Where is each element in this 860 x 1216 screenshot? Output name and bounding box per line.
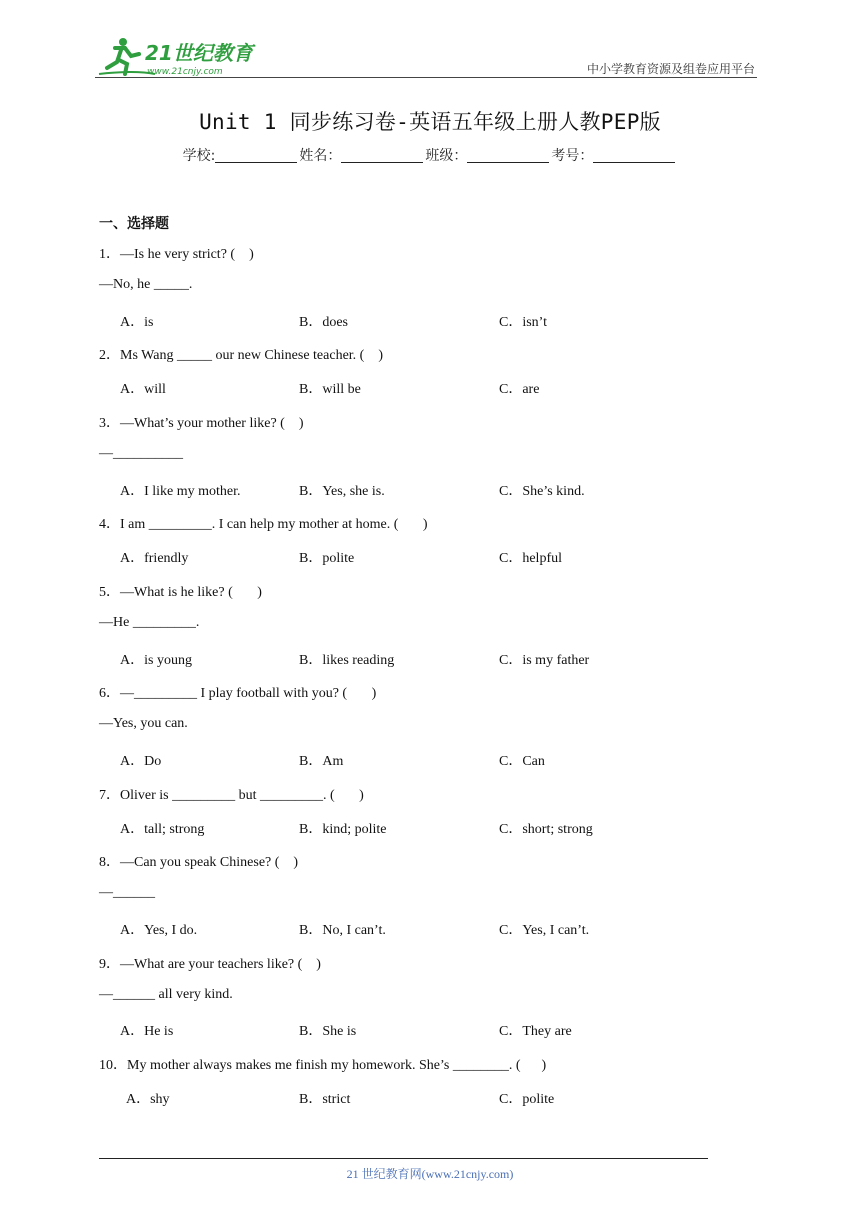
answer-option-b[interactable]: B．Yes, she is. [299, 483, 385, 499]
name-field[interactable] [341, 148, 423, 163]
answer-option-b[interactable]: B．She is [299, 1024, 357, 1040]
question-stem: 1．—Is he very strict? ( ) [99, 247, 254, 262]
answer-option-b[interactable]: B．kind; polite [299, 821, 387, 837]
footer-link[interactable]: 21 世纪教育网(www.21cnjy.com) [346, 1167, 514, 1181]
answer-option-a[interactable]: A．is young [120, 652, 192, 668]
question-stem: 4．I am _________. I can help my mother at home. ( ) [99, 517, 428, 533]
footer-divider [99, 1158, 708, 1159]
answer-option-a[interactable]: A．He is [120, 1024, 174, 1040]
question-stem: 5．—What is he like? ( ) [99, 585, 262, 600]
answer-option-c[interactable]: C．are [499, 382, 540, 398]
answer-option-b[interactable]: B．likes reading [299, 652, 395, 668]
question-stem: 8．—Can you speak Chinese? ( ) [99, 855, 299, 871]
answer-option-a[interactable]: A．Do [120, 754, 162, 769]
question-stem: 2．Ms Wang _____ our new Chinese teacher. ( ) [99, 348, 383, 364]
answer-option-b[interactable]: B．does [299, 314, 348, 330]
answer-option-c[interactable]: C．is my father [499, 652, 590, 668]
school-label: 学校: [182, 148, 216, 164]
answer-option-a[interactable]: A．is [120, 314, 154, 330]
section-title: 一、选择题 [99, 216, 169, 232]
question-response-line: —He _________. [99, 614, 200, 630]
answer-option-b[interactable]: B．Am [299, 754, 344, 769]
answer-option-b[interactable]: B．strict [299, 1092, 351, 1107]
answer-option-c[interactable]: C．Can [499, 754, 545, 769]
question-stem: 9．—What are your teachers like? ( ) [99, 956, 321, 972]
question-response-line: —No, he _____. [99, 276, 193, 292]
header-divider [95, 77, 757, 78]
answer-option-a[interactable]: A．friendly [120, 551, 189, 567]
page-header [95, 30, 757, 78]
question-response-line: —______ [99, 885, 155, 901]
question-stem: 7．Oliver is _________ but _________. ( ) [99, 787, 364, 803]
number-label: 考号： [551, 148, 594, 164]
answer-option-a[interactable]: A．Yes, I do. [120, 923, 198, 938]
name-label: 姓名： [299, 148, 342, 164]
class-label: 班级： [425, 148, 468, 164]
answer-option-a[interactable]: A．shy [126, 1092, 170, 1107]
number-field[interactable] [593, 148, 675, 163]
school-field[interactable] [215, 148, 297, 163]
answer-option-b[interactable]: B．will be [299, 382, 361, 398]
answer-option-c[interactable]: C．helpful [499, 551, 562, 567]
class-field[interactable] [467, 148, 549, 163]
answer-option-a[interactable]: A．I like my mother. [120, 483, 241, 499]
header-platform-text: 中小学教育资源及组卷应用平台 [586, 62, 755, 76]
answer-option-a[interactable]: A．will [120, 382, 166, 398]
answer-option-b[interactable]: B．No, I can’t. [299, 923, 386, 938]
answer-option-b[interactable]: B．polite [299, 551, 355, 567]
answer-option-c[interactable]: C．polite [499, 1092, 555, 1107]
answer-option-c[interactable]: C．Yes, I can’t. [499, 923, 590, 938]
answer-option-c[interactable]: C．She’s kind. [499, 483, 585, 499]
answer-option-c[interactable]: C．isn’t [499, 314, 547, 330]
question-stem: 3．—What’s your mother like? ( ) [99, 416, 304, 431]
question-response-line: —______ all very kind. [99, 986, 233, 1002]
answer-option-c[interactable]: C．short; strong [499, 821, 593, 837]
page-title: Unit 1 同步练习卷-英语五年级上册人教PEP版 [199, 110, 661, 134]
answer-option-c[interactable]: C．They are [499, 1024, 572, 1040]
site-logo [95, 34, 265, 78]
question-stem: 10．My mother always makes me finish my homework. She’s ________. ( ) [99, 1058, 547, 1074]
question-stem: 6．—_________ I play football with you? ( ) [99, 686, 377, 702]
student-info-row [0, 145, 860, 165]
question-response-line: —__________ [99, 445, 183, 461]
svg-text:21世纪教育: 21世纪教育 [145, 41, 253, 65]
svg-text:www.21cnjy.com: www.21cnjy.com [147, 67, 223, 77]
question-response-line: —Yes, you can. [99, 716, 188, 732]
answer-option-a[interactable]: A．tall; strong [120, 821, 205, 837]
